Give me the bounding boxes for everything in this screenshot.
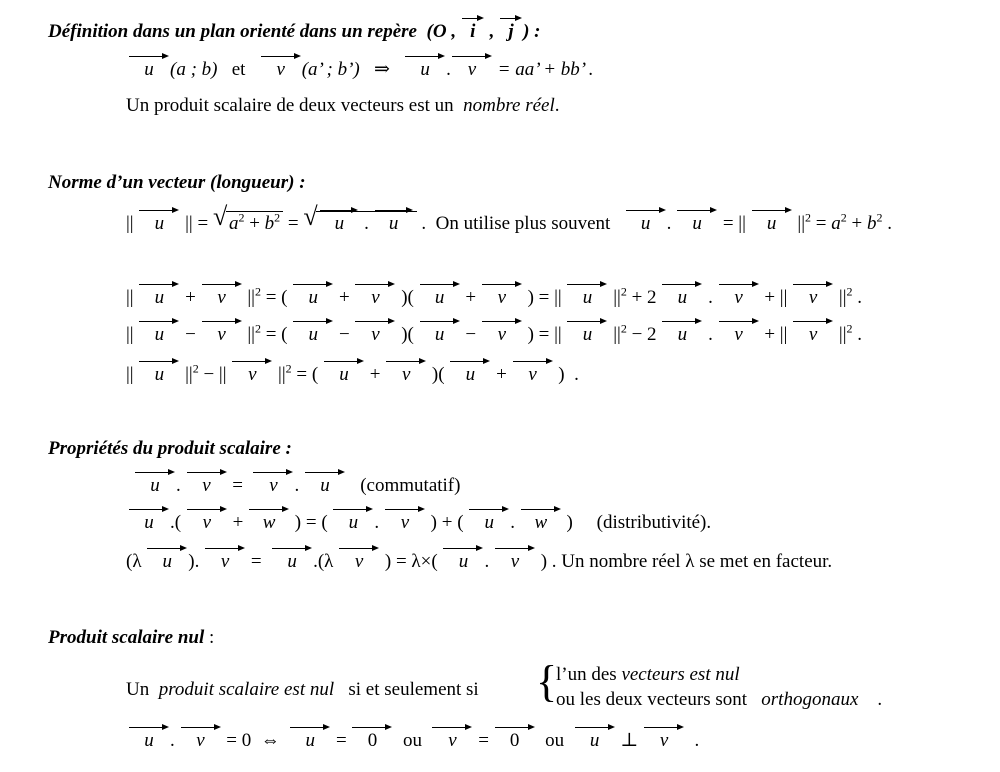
distributivite-formula: u .( v + w ) = ( u . v ) + ( u . w ) (distributivité). — [128, 511, 711, 535]
vector-u: u — [752, 212, 792, 236]
note-prefix: Un produit scalaire de deux vecteurs est un — [126, 95, 454, 116]
vector: u — [293, 286, 333, 310]
vector-v: v — [261, 58, 301, 82]
vector: u — [450, 363, 490, 387]
vector: v — [495, 550, 535, 574]
vector: u — [129, 511, 169, 535]
vector: v — [482, 286, 522, 310]
vector: u — [290, 729, 330, 753]
proprietes-heading — [48, 437, 292, 461]
definition-note — [126, 94, 560, 118]
frame-open: ( — [426, 21, 433, 42]
distributivite-label: (distributivité). — [596, 512, 712, 533]
frame-origin: O — [432, 21, 447, 42]
vector: u — [662, 323, 702, 347]
cond2-prefix: ou les deux vecteurs sont — [556, 689, 748, 710]
definition-formula — [128, 58, 594, 82]
vector: v — [202, 323, 242, 347]
sqrt-uu: √ u . u — [303, 211, 416, 236]
definition-heading: Définition dans un plan orienté dans un repère (O , i , j ) : — [48, 21, 541, 42]
vector: u — [139, 286, 179, 310]
vector-u: u — [129, 58, 169, 82]
nul-condition-2 — [556, 688, 882, 712]
norme-text: On utilise plus souvent — [435, 213, 611, 234]
definition-title: Définition dans un plan orienté dans un repère — [48, 21, 417, 42]
ou-1: ou — [402, 730, 422, 751]
vector-u: u — [320, 212, 358, 236]
cond1-prefix: l’un des — [556, 664, 617, 685]
vector: u — [333, 511, 373, 535]
vector: v — [232, 363, 272, 387]
cond2-emph: orthogonaux — [761, 689, 859, 710]
vector: 0 — [495, 729, 535, 753]
proprietes-title: Propriétés du produit scalaire — [48, 438, 281, 459]
nul-title: Produit scalaire nul — [48, 627, 205, 648]
vector-u: u — [677, 212, 717, 236]
vector: u — [420, 323, 460, 347]
vector: u — [272, 550, 312, 574]
identity-3: || u $||^2$ − || v $||^2$ = ( u + v )( u + v ) . — [126, 361, 579, 385]
vector: u — [420, 286, 460, 310]
ou-2: ou — [545, 730, 565, 751]
vector-u: u — [139, 212, 179, 236]
proprietes-colon: : — [285, 438, 292, 459]
vector: u — [129, 729, 169, 753]
identity-1: || u + v $||^2$ = ( u + v )( u + v ) = || u $||^2 + 2$ u . v + || v $||^2$ . — [126, 284, 862, 308]
cond-end: . — [877, 689, 883, 710]
vector: u — [567, 286, 607, 310]
commutatif-label: (commutatif) — [360, 475, 461, 496]
vector: v — [202, 286, 242, 310]
vector: u — [662, 286, 702, 310]
nul-sentence — [126, 678, 479, 702]
norme-formula: || u || = √ $a^2 + b^2$ = √ u . u . On utilise plus souvent u . u = || u $||^2 = a^2 + b^2$ . — [126, 202, 892, 234]
vector: u — [567, 323, 607, 347]
vector: v — [253, 474, 293, 498]
vector: 0 — [352, 729, 392, 753]
vector: u — [469, 511, 509, 535]
note-suffix: . — [554, 95, 560, 116]
vector: u — [575, 729, 615, 753]
commutatif-formula: u . v = v . u (commutatif) — [134, 474, 460, 498]
norme-colon: : — [299, 172, 306, 193]
vector: v — [187, 474, 227, 498]
note-emph: nombre réel — [463, 95, 555, 116]
dot: . — [446, 59, 451, 80]
nul-colon: : — [209, 627, 215, 648]
vector: v — [644, 729, 684, 753]
vector: u — [305, 474, 345, 498]
vector: u — [324, 363, 364, 387]
vector-u: u — [626, 212, 666, 236]
vector: v — [385, 511, 425, 535]
nul-emph: produit scalaire est nul — [158, 679, 335, 700]
vector: v — [719, 286, 759, 310]
norme-heading — [48, 171, 306, 195]
vector: v — [432, 729, 472, 753]
nul-condition-1 — [556, 663, 740, 687]
vector: v — [187, 511, 227, 535]
vector-i: i — [462, 20, 484, 44]
vector-j: j — [500, 20, 522, 44]
vector-u: u — [405, 58, 445, 82]
et-label: et — [231, 59, 246, 80]
nul-heading — [48, 626, 214, 650]
vector: u — [139, 363, 179, 387]
vector: w — [521, 511, 561, 535]
vector: u — [139, 323, 179, 347]
vector-u: u — [375, 212, 413, 236]
definition-colon: : — [534, 21, 541, 42]
vector: v — [793, 323, 833, 347]
vector: u — [147, 550, 187, 574]
brace: { — [536, 657, 558, 706]
vector: v — [181, 729, 221, 753]
vector: v — [355, 323, 395, 347]
vector-v: v — [452, 58, 492, 82]
definition-rhs: = aa’ + bb’ . — [497, 59, 594, 80]
facteur-label: . Un nombre réel λ se met en facteur. — [551, 551, 833, 572]
implies-symbol: ⇒ — [373, 59, 390, 80]
vector: v — [719, 323, 759, 347]
vector: w — [249, 511, 289, 535]
vector: u — [443, 550, 483, 574]
frame-close: ) — [523, 21, 530, 42]
vector: v — [793, 286, 833, 310]
norme-title: Norme d’un vecteur (longueur) — [48, 172, 295, 193]
sqrt-ab: √ $a^2 + b^2$ — [213, 211, 283, 236]
vector: v — [482, 323, 522, 347]
nul-mid: si et seulement si — [348, 679, 479, 700]
vector: v — [513, 363, 553, 387]
cond1-emph: vecteurs est nul — [621, 664, 740, 685]
vector: u — [135, 474, 175, 498]
v-coords: (a’ ; b’) — [301, 59, 360, 80]
identity-2: || u − v $||^2$ = ( u − v )( u − v ) = || u $||^2 - 2$ u . v + || v $||^2$ . — [126, 321, 862, 345]
vector: v — [386, 363, 426, 387]
vector: v — [339, 550, 379, 574]
facteur-formula: (λ u ). v = u .(λ v ) = λ×( u . v ) . Un nombre réel λ se met en facteur. — [126, 551, 833, 572]
vector: u — [293, 323, 333, 347]
u-coords: (a ; b) — [170, 59, 218, 80]
nul-prefix: Un — [126, 679, 150, 700]
nul-formula: u . v = 0 ⇔ u = 0 ou v = 0 ou u ⊥ v . — [128, 729, 699, 753]
vector: v — [205, 550, 245, 574]
vector: v — [355, 286, 395, 310]
